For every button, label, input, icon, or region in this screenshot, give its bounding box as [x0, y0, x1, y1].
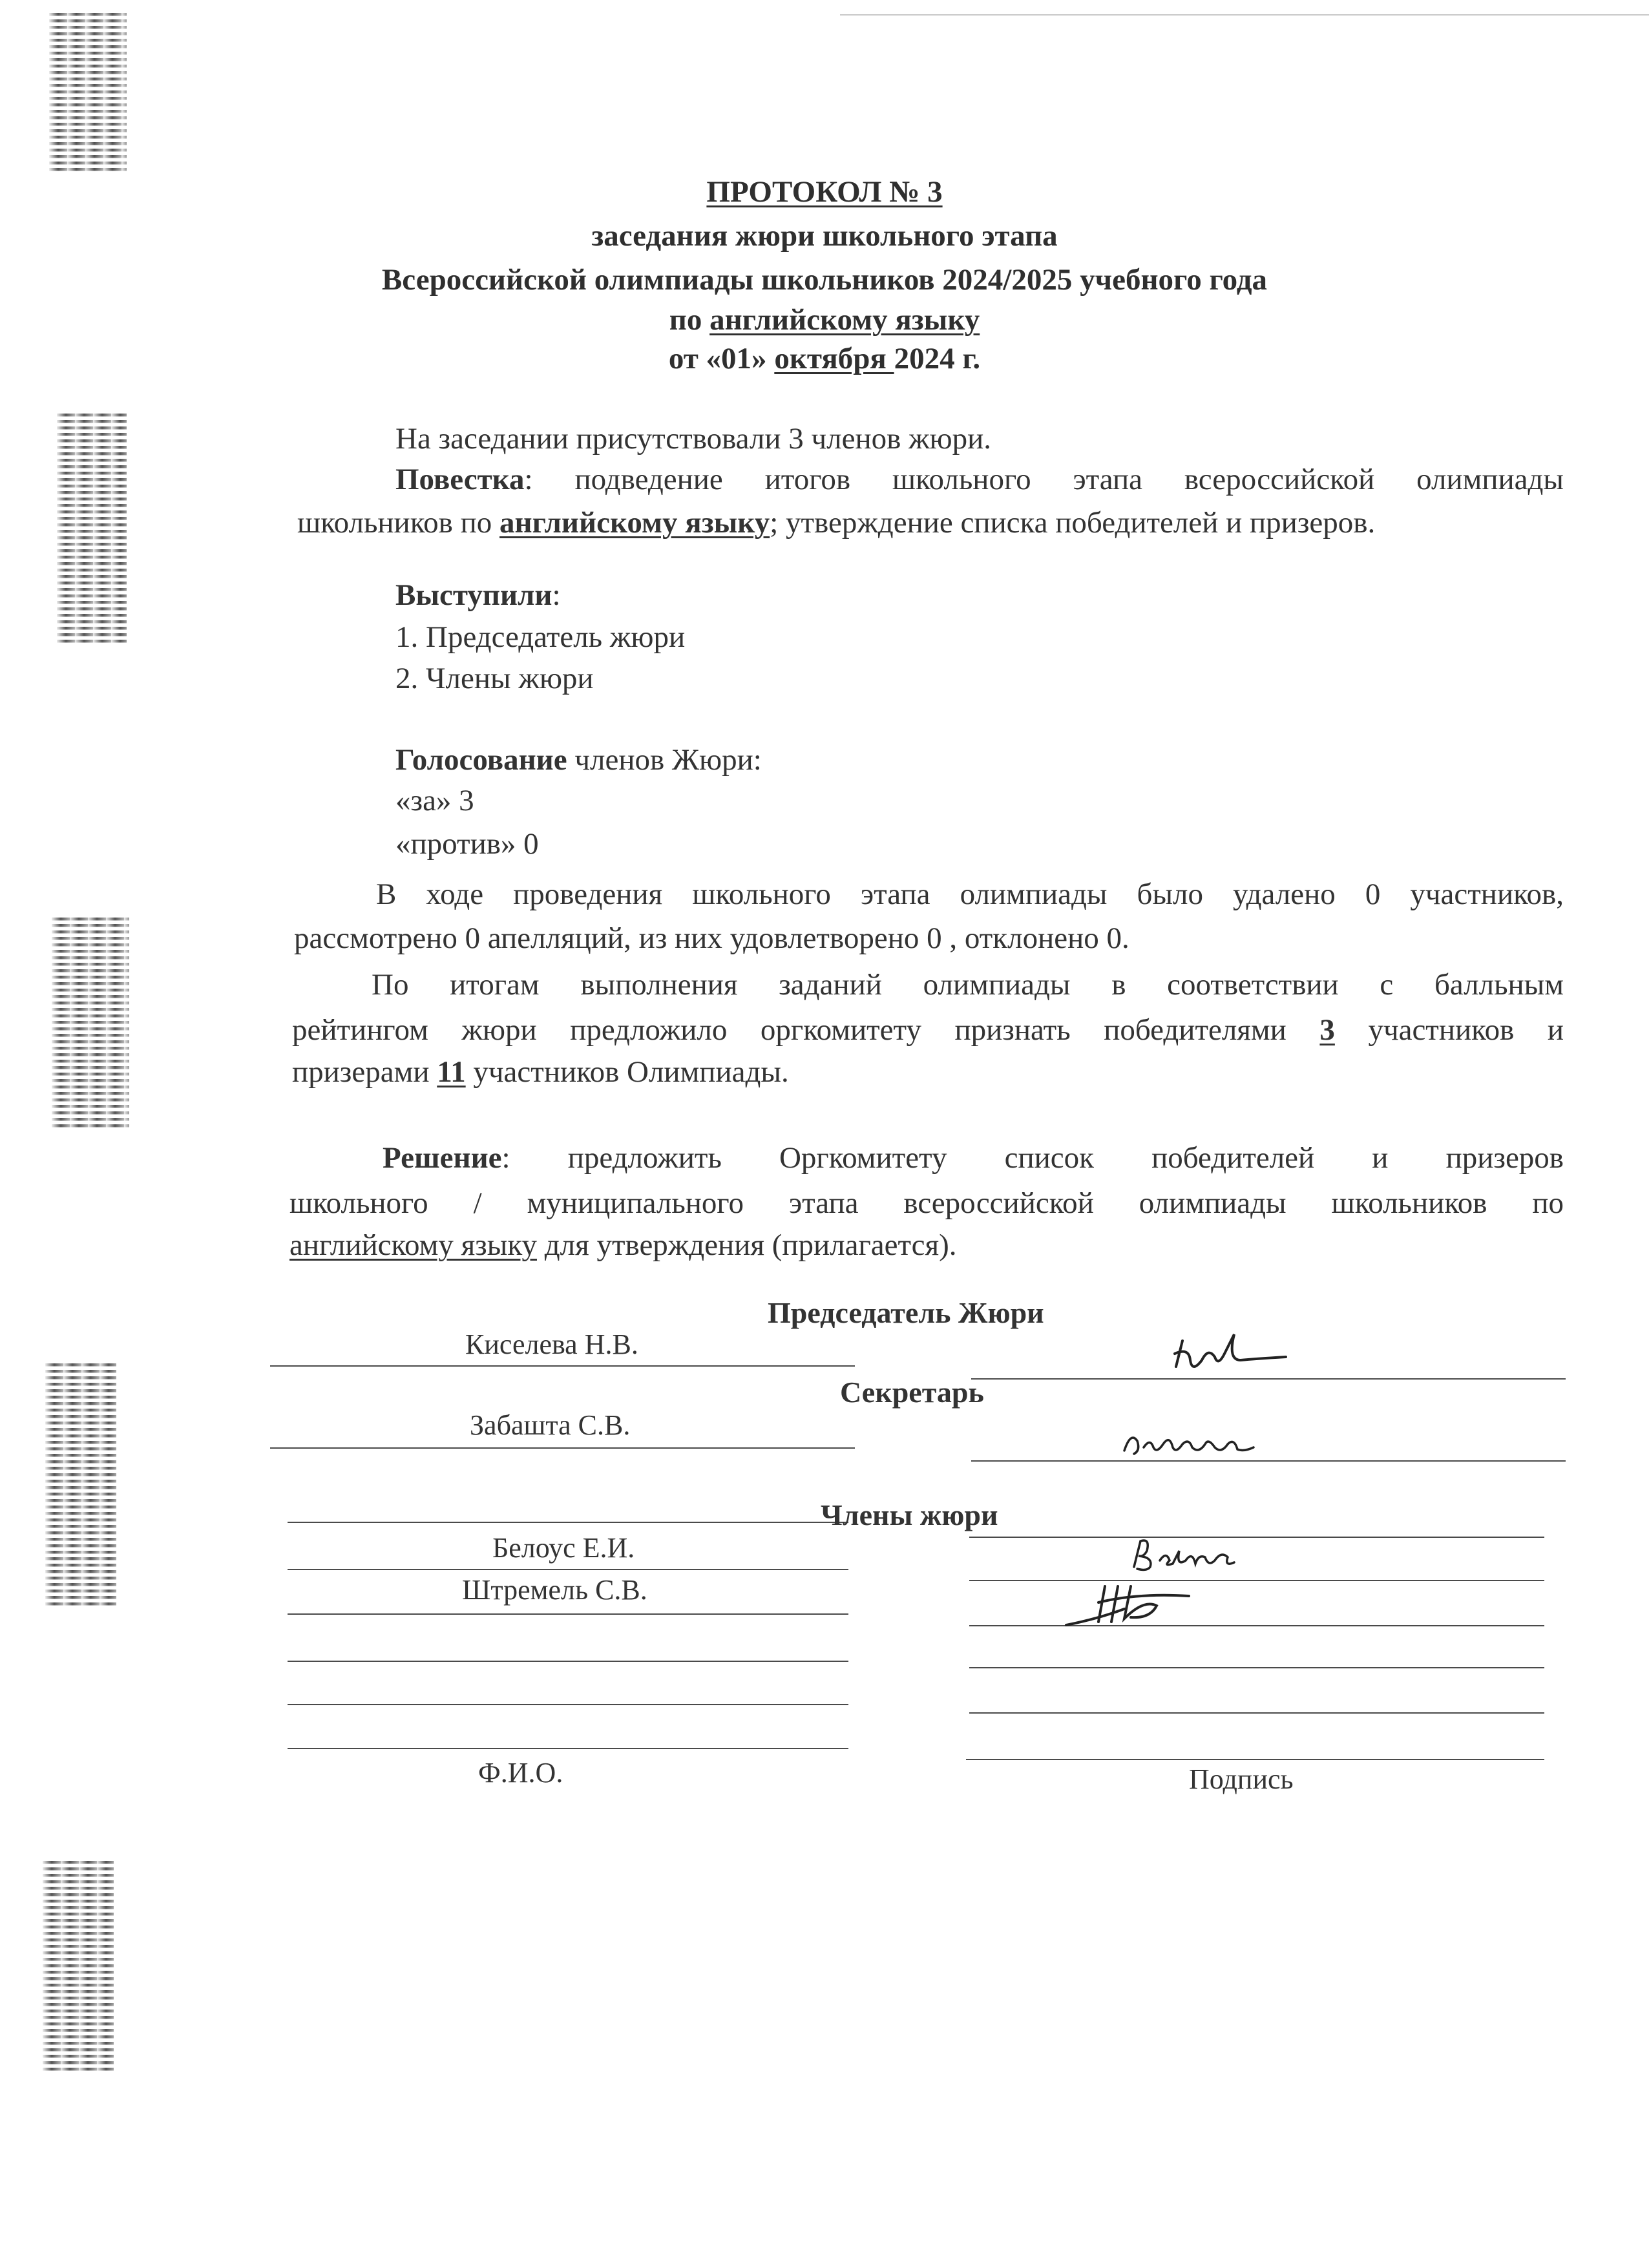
agenda-line2: школьников по английскому языку; утверждение списка победителей и призеров. — [297, 506, 1376, 540]
member-2-signature — [1060, 1573, 1208, 1632]
conduct-line1: В ходе проведения школьного этапа олимпиады было удалено 0 участников, — [376, 877, 1564, 911]
secretary-name: Забашта С.В. — [470, 1409, 631, 1441]
vote-heading: Голосование членов Жюри: — [395, 743, 762, 777]
secretary-signature-line — [971, 1460, 1566, 1462]
results-line2: рейтингом жюри предложило оргкомитету признать победителями 3 участников и — [292, 1013, 1564, 1047]
secretary-signature — [1118, 1418, 1260, 1464]
member-2-signature-line — [969, 1625, 1544, 1626]
decision-label: Решение — [383, 1141, 502, 1175]
blank-line — [969, 1712, 1544, 1714]
vote-against: «против» 0 — [395, 827, 539, 861]
speaker-item: 2. Члены жюри — [395, 662, 594, 695]
member-1-signature — [1124, 1531, 1260, 1577]
blank-line — [288, 1661, 848, 1662]
vote-for: «за» 3 — [395, 784, 474, 817]
secretary-name-line — [270, 1447, 855, 1449]
results-line3: призерами 11 участников Олимпиады. — [292, 1055, 789, 1089]
footer-signature-label: Подпись — [1189, 1763, 1294, 1795]
decision-line1: Решение: предложить Оргкомитету список победителей и призеров — [383, 1141, 1564, 1175]
member-2-name: Штремель С.В. — [462, 1574, 647, 1606]
subject-name: английскому языку — [709, 303, 980, 337]
speaker-item: 1. Председатель жюри — [395, 620, 686, 654]
chair-name-line — [270, 1365, 855, 1367]
speakers-heading: Выступили: — [395, 578, 561, 612]
results-line1: По итогам выполнения заданий олимпиады в соответствии с балльным — [372, 968, 1564, 1002]
agenda-subject: английскому языку — [499, 506, 770, 540]
member-1-signature-line — [969, 1580, 1544, 1581]
attendance-text: На заседании присутствовали 3 членов жюри. — [395, 422, 992, 456]
agenda-label: Повестка — [395, 463, 525, 496]
member-1-name: Белоус Е.И. — [492, 1532, 635, 1564]
olympiad-name: Всероссийской олимпиады школьников 2024/2025 учебного года — [381, 263, 1268, 297]
chair-signature — [1163, 1321, 1292, 1386]
decision-subject: английскому языку — [289, 1228, 537, 1262]
winners-count: 3 — [1319, 1013, 1335, 1047]
decision-line2: школьного / муниципального этапа всероссийской олимпиады школьников по — [289, 1186, 1564, 1220]
protocol-date: от «01» октября 2024 г. — [668, 342, 981, 375]
footer-fio-label: Ф.И.О. — [478, 1757, 563, 1789]
protocol-subtitle: заседания жюри школьного этапа — [591, 219, 1058, 253]
scan-edge-line — [840, 14, 1649, 16]
blank-line — [288, 1522, 848, 1523]
blank-line — [969, 1667, 1544, 1668]
agenda-line1: Повестка: подведение итогов школьного этапа всероссийской олимпиады — [395, 463, 1564, 496]
protocol-title: ПРОТОКОЛ № 3 — [706, 175, 943, 209]
punch-hole-marks — [0, 0, 129, 2268]
secretary-heading: Секретарь — [840, 1376, 984, 1409]
chair-name: Киселева Н.В. — [465, 1328, 638, 1360]
prize-count: 11 — [437, 1055, 466, 1089]
subject-line: по английскому языку — [669, 303, 980, 337]
blank-line — [966, 1759, 1544, 1760]
conduct-line2: рассмотрено 0 апелляций, из них удовлетворено 0 , отклонено 0. — [294, 921, 1129, 955]
date-month: октября — [774, 342, 894, 375]
member-1-name-line — [288, 1569, 848, 1570]
blank-line — [288, 1704, 848, 1705]
member-2-name-line — [288, 1613, 848, 1615]
blank-line — [288, 1748, 848, 1749]
chair-heading: Председатель Жюри — [768, 1296, 1044, 1329]
decision-line3: английскому языку для утверждения (прилагается). — [289, 1228, 957, 1262]
members-heading: Члены жюри — [821, 1498, 998, 1531]
